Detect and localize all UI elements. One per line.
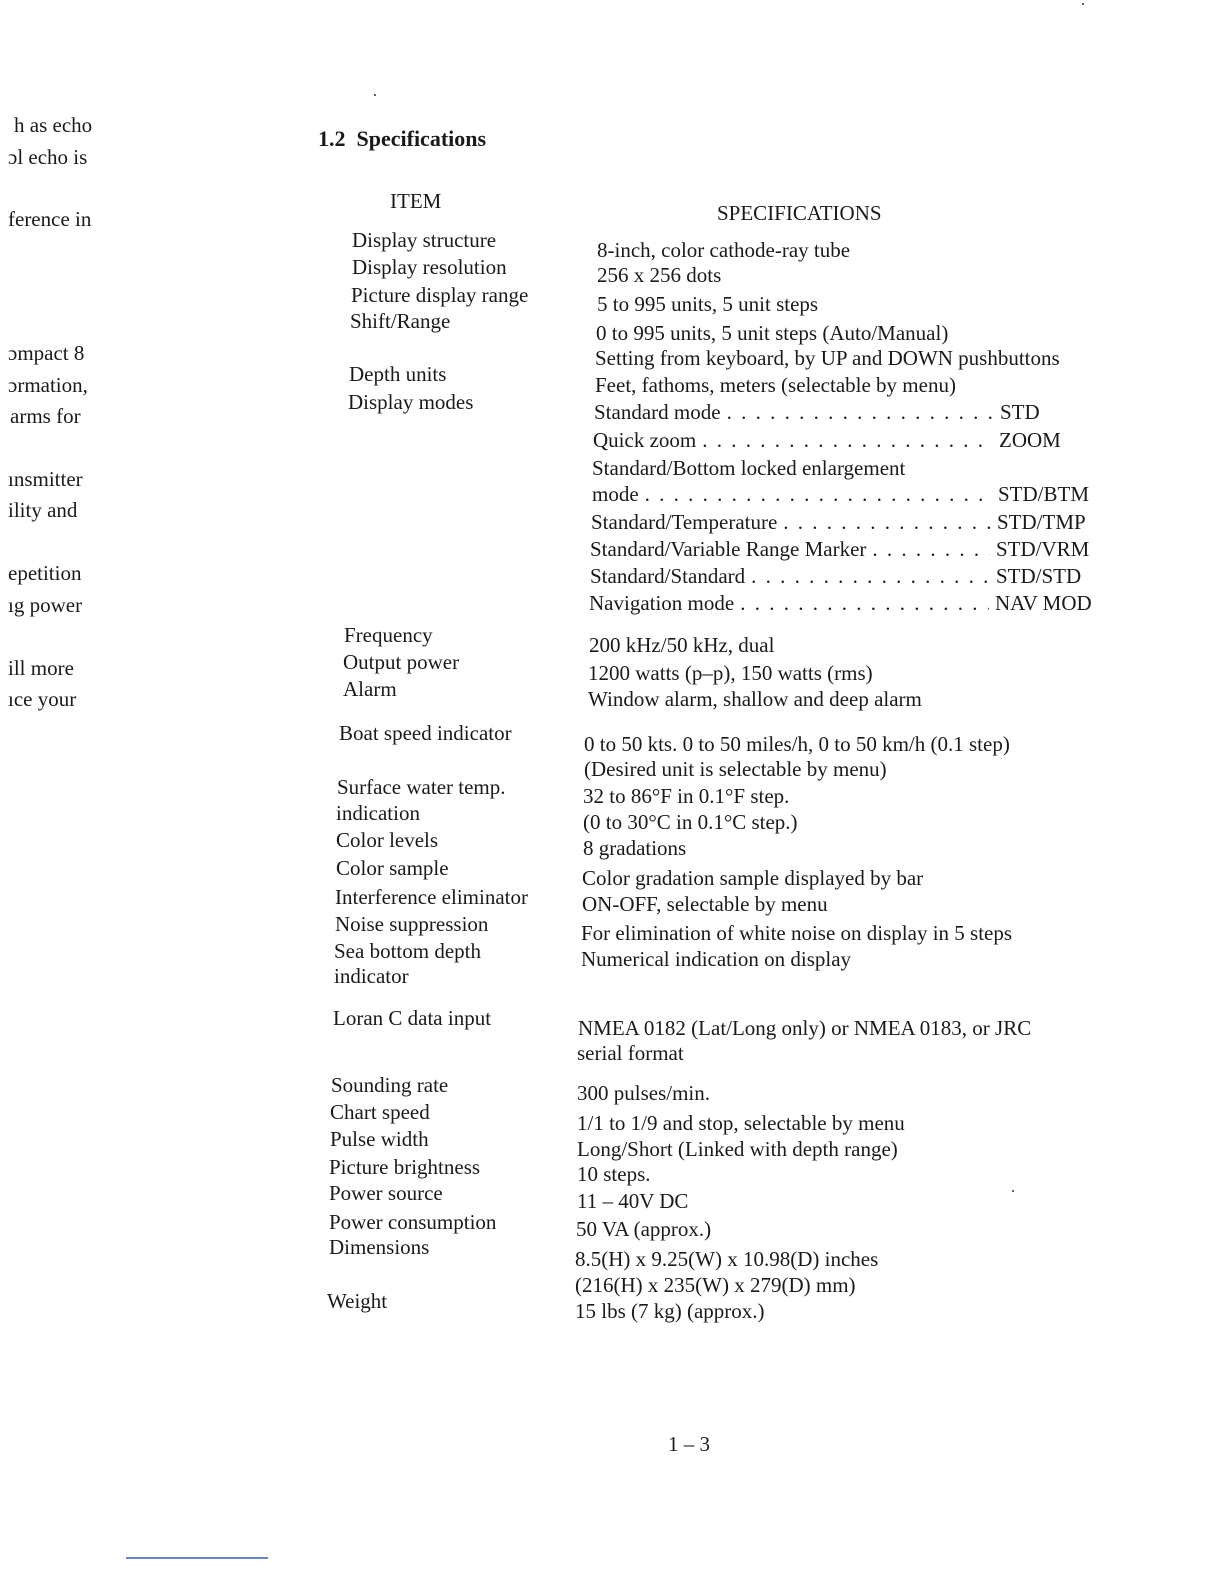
- left-fragment: arms for: [10, 404, 81, 428]
- leader-dots: [740, 590, 989, 616]
- leader-dots: [783, 509, 991, 535]
- mode-label: mode: [592, 482, 639, 506]
- mode-label: Standard/Variable Range Marker: [590, 537, 867, 561]
- mode-code: STD/TMP: [997, 510, 1086, 534]
- section-number: 1.2: [318, 126, 346, 151]
- spec-value: (Desired unit is selectable by menu): [584, 757, 887, 781]
- left-fragment: ınsmitter: [8, 467, 83, 491]
- item-label: Pulse width: [330, 1127, 429, 1151]
- item-label: Loran C data input: [333, 1006, 492, 1030]
- item-label: Color levels: [336, 828, 439, 852]
- spec-value: 1/1 to 1/9 and stop, selectable by menu: [577, 1111, 905, 1135]
- item-label: indicator: [334, 964, 409, 988]
- left-fragment: ill more: [8, 656, 74, 680]
- scan-speck: [374, 94, 376, 96]
- spec-value: 0 to 50 kts. 0 to 50 miles/h, 0 to 50 km/h (0.1 step): [584, 732, 1010, 756]
- item-label: Display resolution: [352, 255, 507, 279]
- mode-code: ZOOM: [999, 428, 1061, 452]
- item-label: Display structure: [352, 228, 497, 252]
- item-label: Noise suppression: [335, 912, 489, 936]
- item-label: Power source: [329, 1181, 443, 1205]
- mode-label: Standard mode: [594, 400, 721, 424]
- left-fragment: epetition: [8, 561, 82, 585]
- spec-value: Color gradation sample displayed by bar: [582, 866, 924, 890]
- item-column-header: ITEM: [390, 189, 442, 213]
- leader-dots: [645, 481, 992, 507]
- item-label: Output power: [343, 650, 460, 674]
- item-label: Power consumption: [329, 1210, 497, 1234]
- display-mode-row: [590, 536, 1102, 562]
- left-fragment: ɔrmation,: [8, 373, 88, 397]
- spec-column-header: SPECIFICATIONS: [717, 201, 882, 225]
- spec-value: Setting from keyboard, by UP and DOWN pushbuttons: [595, 346, 1060, 370]
- spec-value: 8-inch, color cathode-ray tube: [597, 238, 851, 262]
- item-label: Sounding rate: [331, 1073, 449, 1097]
- spec-value: 0 to 995 units, 5 unit steps (Auto/Manual): [596, 321, 949, 345]
- mode-code: NAV MOD: [995, 591, 1092, 615]
- leader-dots: [751, 563, 990, 589]
- scan-speck: [1012, 1190, 1014, 1192]
- leader-dots: [702, 427, 993, 453]
- item-label: Interference eliminator: [335, 885, 528, 909]
- left-fragment: ility and: [8, 498, 78, 522]
- mode-code: STD/STD: [996, 564, 1082, 588]
- left-fragment: h as echo: [14, 113, 93, 137]
- section-title: [318, 126, 486, 152]
- spec-value: Numerical indication on display: [581, 947, 852, 971]
- spec-value: For elimination of white noise on display in 5 steps: [581, 921, 1013, 945]
- bottom-rule: [126, 1557, 268, 1559]
- spec-value: (0 to 30°C in 0.1°C step.): [583, 810, 798, 834]
- spec-value: 256 x 256 dots: [597, 263, 722, 287]
- display-mode-row: [592, 481, 1104, 507]
- item-label: Boat speed indicator: [339, 721, 512, 745]
- spec-value: serial format: [577, 1041, 684, 1065]
- spec-value: ON-OFF, selectable by menu: [582, 892, 828, 916]
- spec-value: 1200 watts (p–p), 150 watts (rms): [588, 661, 873, 685]
- spec-value: Window alarm, shallow and deep alarm: [588, 687, 922, 711]
- spec-value: 200 kHz/50 kHz, dual: [589, 633, 775, 657]
- spec-value: 300 pulses/min.: [577, 1081, 711, 1105]
- left-fragment: ɔl echo is: [8, 145, 88, 169]
- mode-code: STD/BTM: [998, 482, 1090, 506]
- item-label: Display modes: [348, 390, 474, 414]
- display-mode-row: [589, 590, 1101, 616]
- mode-code: STD/VRM: [996, 537, 1090, 561]
- mode-code: STD: [1000, 400, 1040, 424]
- mode-label: Standard/Temperature: [591, 510, 778, 534]
- left-fragment: ıg power: [8, 593, 83, 617]
- leader-dots: [872, 536, 990, 562]
- item-label: Surface water temp.: [337, 775, 506, 799]
- mode-label: Navigation mode: [589, 591, 735, 615]
- item-label: Shift/Range: [350, 309, 451, 333]
- display-mode-row: [590, 563, 1102, 589]
- item-label: Sea bottom depth: [334, 939, 481, 963]
- display-mode-row: [594, 399, 1106, 425]
- item-label: Picture display range: [351, 283, 529, 307]
- section-title-text: Specifications: [356, 126, 487, 151]
- mode-label: Standard/Standard: [590, 564, 746, 588]
- leader-dots: [727, 399, 994, 425]
- spec-value: 8.5(H) x 9.25(W) x 10.98(D) inches: [575, 1247, 879, 1271]
- spec-value: 8 gradations: [583, 836, 687, 860]
- item-label: indication: [336, 801, 420, 825]
- left-fragment: ference in: [8, 207, 92, 231]
- item-label: Weight: [327, 1289, 388, 1313]
- display-mode-row: [593, 427, 1105, 453]
- spec-value: 5 to 995 units, 5 unit steps: [597, 292, 819, 316]
- spec-value: 11 – 40V DC: [577, 1189, 689, 1213]
- spec-value: Feet, fathoms, meters (selectable by menu): [595, 373, 956, 397]
- left-fragment: ɔmpact 8: [8, 341, 85, 365]
- display-mode-row: [591, 509, 1103, 535]
- spec-value: Standard/Bottom locked enlargement: [592, 456, 906, 480]
- item-label: Chart speed: [330, 1100, 430, 1124]
- spec-value: 50 VA (approx.): [576, 1217, 712, 1241]
- scan-speck: [1082, 3, 1084, 5]
- item-label: Frequency: [344, 623, 433, 647]
- spec-value: NMEA 0182 (Lat/Long only) or NMEA 0183, or JRC: [578, 1016, 1032, 1040]
- item-label: Alarm: [343, 677, 397, 701]
- left-fragment: ıce your: [8, 687, 77, 711]
- spec-value: (216(H) x 235(W) x 279(D) mm): [575, 1273, 856, 1297]
- item-label: Picture brightness: [329, 1155, 481, 1179]
- spec-value: 10 steps.: [577, 1162, 651, 1186]
- item-label: Color sample: [336, 856, 449, 880]
- spec-value: 15 lbs (7 kg) (approx.): [575, 1299, 765, 1323]
- mode-label: Quick zoom: [593, 428, 697, 452]
- spec-value: Long/Short (Linked with depth range): [577, 1137, 898, 1161]
- item-label: Depth units: [349, 362, 447, 386]
- spec-value: 32 to 86°F in 0.1°F step.: [583, 784, 790, 808]
- page-number: 1 – 3: [668, 1432, 710, 1456]
- item-label: Dimensions: [329, 1235, 430, 1259]
